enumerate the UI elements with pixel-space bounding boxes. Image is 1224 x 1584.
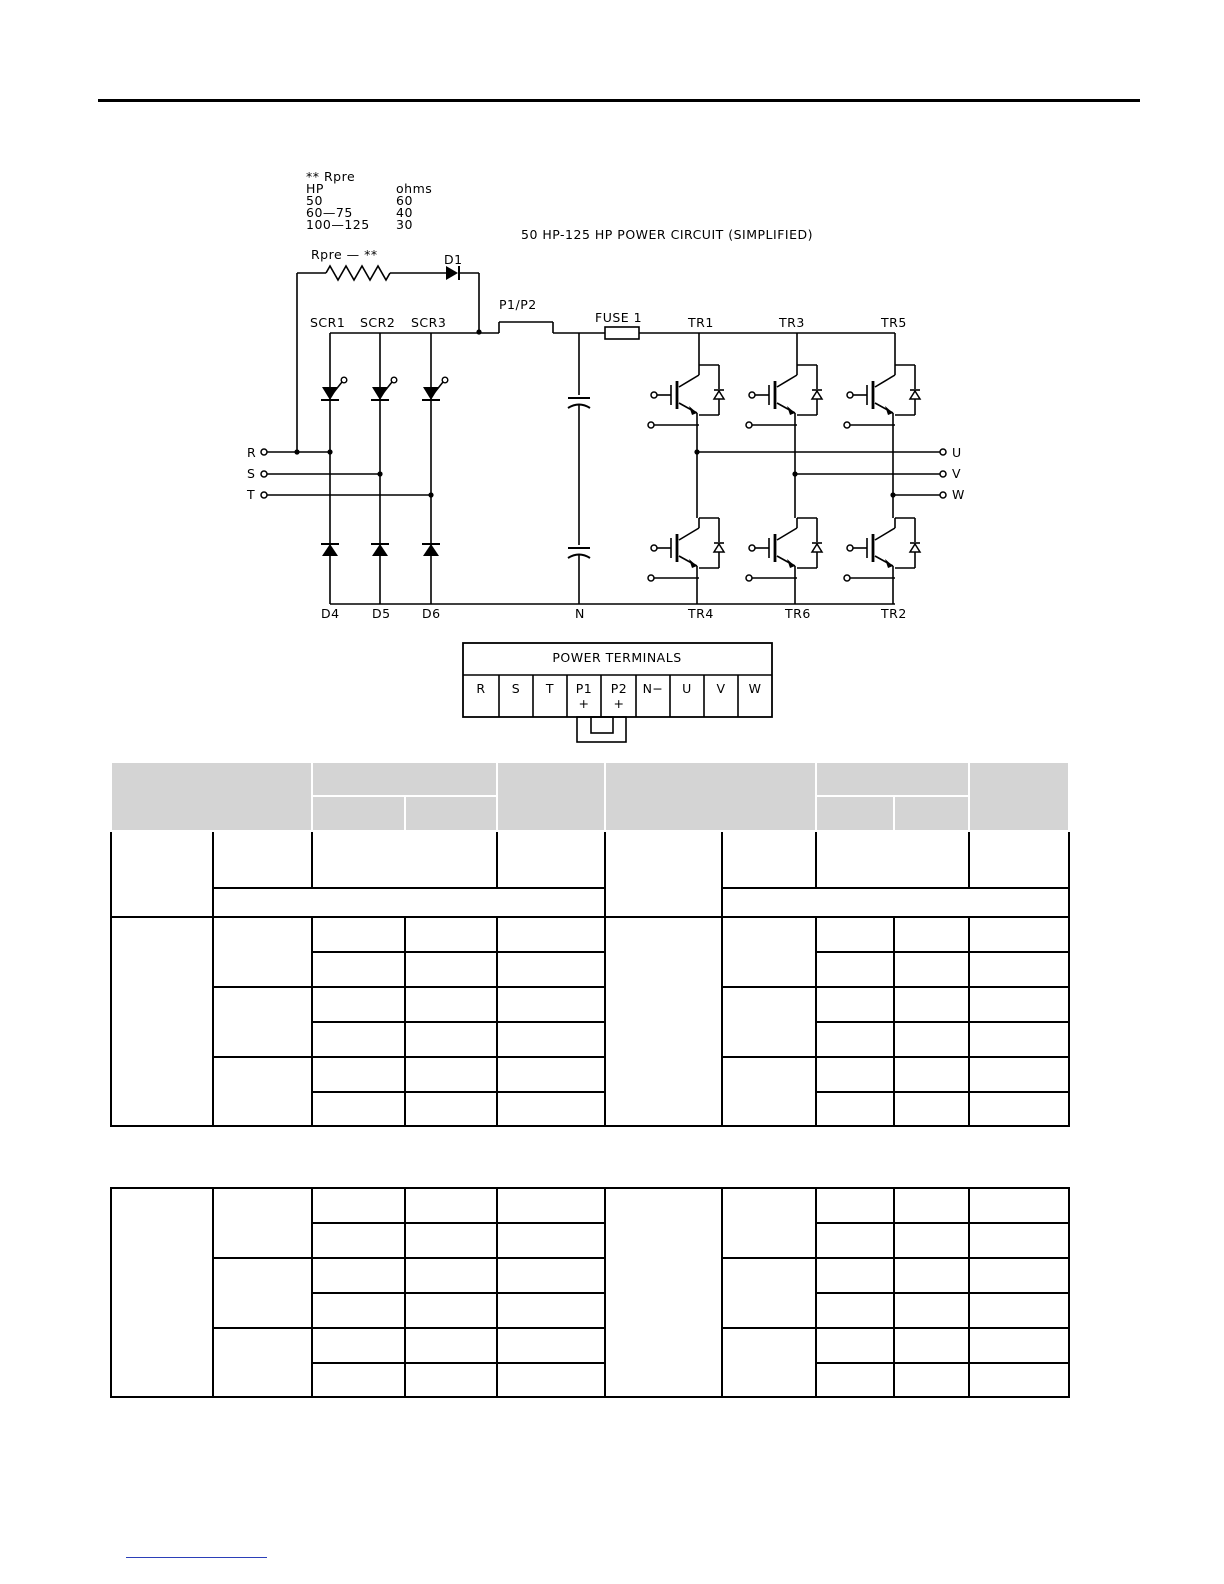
table-cell [894,1293,969,1328]
tr4-igbt [648,518,724,581]
table-cell [497,831,605,888]
table-cell [969,1022,1069,1057]
diagram-title: 50 HP-125 HP POWER CIRCUIT (SIMPLIFIED) [521,227,813,242]
label-r: R [247,445,257,460]
terminal-label: P1 [575,681,593,696]
table-cell [605,1188,722,1397]
table-cell [312,1188,405,1223]
d1-diode [446,266,458,280]
header-cell [111,762,312,831]
terminal-label: W [748,681,762,696]
table-cell [816,1092,894,1126]
table-cell [816,987,894,1022]
table-cell [605,831,722,917]
rpre-ohms-header: ohms [396,181,433,196]
table-cell [894,1057,969,1092]
table-cell [969,1092,1069,1126]
spec-table-1 [110,761,1070,1127]
table-cell [497,1293,605,1328]
d5-diode [371,544,389,556]
table-cell [312,987,405,1022]
table-cell [312,1057,405,1092]
table-cell [894,1188,969,1223]
table-cell [722,831,816,888]
table-cell [312,1022,405,1057]
table-cell [497,1223,605,1258]
tr3-igbt [746,365,822,428]
table-cell [969,1328,1069,1363]
label-scr1: SCR1 [310,315,346,330]
label-w: W [952,487,965,502]
table-cell [816,1188,894,1223]
table-cell [894,1223,969,1258]
scr3 [422,377,448,400]
terminal-label: V [716,681,726,696]
rpre-row-hp: 50 [306,193,323,208]
table-cell [111,831,213,917]
terminal-label: T [545,681,555,696]
table-cell [894,1328,969,1363]
table-cell [312,1092,405,1126]
table-cell [816,952,894,987]
table-cell [213,831,312,888]
terminal-plus: + [578,696,590,711]
table-cell [497,1092,605,1126]
table-cell [816,1223,894,1258]
table-cell [722,1188,816,1258]
rpre-table-title: ** Rpre [306,169,356,184]
d6-diode [422,544,440,556]
label-tr1: TR1 [688,315,714,330]
table-cell [405,987,497,1022]
label-t: T [247,487,256,502]
terminals-title: POWER TERMINALS [552,650,682,665]
table-cell [722,888,1069,917]
table-cell [969,1258,1069,1293]
header-cell [405,796,497,831]
table-cell [722,917,816,987]
table-cell [969,831,1069,888]
table-cell [816,1293,894,1328]
label-d4: D4 [321,606,340,621]
scr2 [371,377,397,400]
fuse-1 [605,327,639,339]
table-cell [816,1363,894,1397]
d4-diode [321,544,339,556]
table-cell [312,1223,405,1258]
table-cell [969,987,1069,1022]
terminal-label: U [682,681,692,696]
table-cell [816,1022,894,1057]
table-cell [497,1022,605,1057]
table-cell [894,952,969,987]
spec-table-2 [110,1187,1070,1398]
table-cell [213,1258,312,1328]
label-tr2: TR2 [881,606,907,621]
table-cell [969,1057,1069,1092]
header-cell [816,796,894,831]
tr6-igbt [746,518,822,581]
table-cell [722,1328,816,1397]
table-cell [969,1188,1069,1223]
table-cell [969,917,1069,952]
table-cell [894,1258,969,1293]
label-v: V [952,466,962,481]
terminal-plus: + [613,696,625,711]
table-cell [213,1328,312,1397]
header-cell [605,762,816,831]
table-cell [213,888,605,917]
label-tr3: TR3 [779,315,805,330]
rpre-row-ohms: 30 [396,217,413,232]
table-cell [816,1258,894,1293]
table-cell [405,1258,497,1293]
table-cell [312,1328,405,1363]
table-cell [111,917,213,1126]
table-cell [969,1223,1069,1258]
table-cell [312,831,497,888]
p1-p2-jumper [577,717,626,742]
table-cell [405,1363,497,1397]
table-cell [816,1057,894,1092]
table-cell [969,1363,1069,1397]
table-cell [405,1092,497,1126]
rpre-row-ohms: 40 [396,205,413,220]
label-d6: D6 [422,606,441,621]
terminal-label: S [511,681,521,696]
label-tr4: TR4 [688,606,714,621]
table-cell [497,1188,605,1223]
label-tr5: TR5 [881,315,907,330]
power-circuit-diagram [0,0,1224,760]
table-cell [497,1363,605,1397]
rpre-row-ohms: 60 [396,193,413,208]
header-cell [969,762,1069,831]
rpre-row-hp: 100—125 [306,217,370,232]
table-cell [969,1293,1069,1328]
label-fuse: FUSE 1 [595,310,643,325]
table-cell [405,1057,497,1092]
terminal-label: P2 [610,681,628,696]
table-cell [894,917,969,952]
terminal-label: R [476,681,486,696]
table-cell [722,987,816,1057]
table-cell [405,917,497,952]
header-cell [497,762,605,831]
table-cell [894,987,969,1022]
table-cell [111,1188,213,1397]
table-cell [497,1328,605,1363]
table-cell [405,1293,497,1328]
rpre-row-hp: 60—75 [306,205,353,220]
tr2-igbt [844,518,920,581]
header-cell [312,762,497,796]
table-cell [497,917,605,952]
scr1 [321,377,347,400]
table-cell [497,987,605,1022]
label-u: U [952,445,962,460]
table-cell [497,952,605,987]
table-cell [405,1328,497,1363]
tr1-igbt [648,365,724,428]
table-cell [722,1057,816,1126]
table-cell [312,1293,405,1328]
power-terminal-block [463,643,772,742]
rpre-hp-header: HP [306,181,324,196]
footer-link-underline[interactable] [126,1557,267,1558]
table-cell [312,917,405,952]
label-n: N [575,606,585,621]
table-cell [312,1258,405,1293]
header-cell [816,762,969,796]
table-cell [213,1188,312,1258]
label-p1p2: P1/P2 [499,297,537,312]
label-d1: D1 [444,252,463,267]
table-cell [213,917,312,987]
header-cell [312,796,405,831]
table-cell [405,1022,497,1057]
table-cell [969,952,1069,987]
table-cell [497,1057,605,1092]
terminal-label: N− [642,681,664,696]
table-cell [405,952,497,987]
table-cell [213,1057,312,1126]
table-cell [312,952,405,987]
table-cell [816,917,894,952]
tr5-igbt [844,365,920,428]
table-cell [312,1363,405,1397]
table-cell [894,1022,969,1057]
label-s: S [247,466,256,481]
label-scr3: SCR3 [411,315,447,330]
table-cell [894,1363,969,1397]
table-cell [405,1223,497,1258]
table-cell [405,1188,497,1223]
label-rpre: Rpre — ** [311,247,378,262]
table-cell [816,831,969,888]
table-cell [213,987,312,1057]
label-d5: D5 [372,606,391,621]
table-cell [722,1258,816,1328]
table-cell [894,1092,969,1126]
table-cell [605,917,722,1126]
rpre-resistor [326,266,390,280]
label-tr6: TR6 [785,606,811,621]
table-cell [816,1328,894,1363]
header-cell [894,796,969,831]
table-cell [497,1258,605,1293]
label-scr2: SCR2 [360,315,396,330]
